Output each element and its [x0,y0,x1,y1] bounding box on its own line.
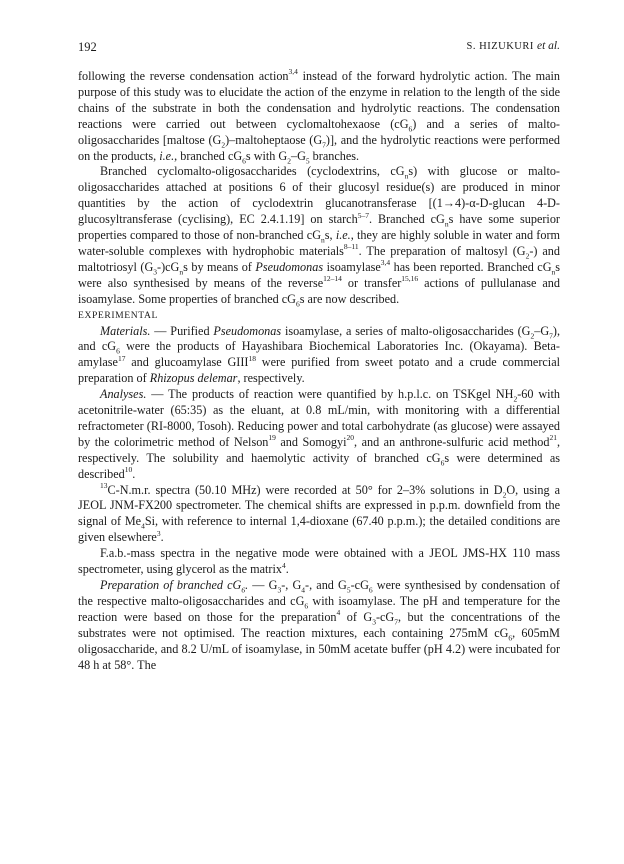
paragraph-fab-mass: F.a.b.-mass spectra in the negative mode were obtained with a JEOL JMS-HX 110 mass spectrometer, using glycerol as the matrix$^4$. [78,546,560,577]
article-body [78,69,560,673]
paragraph-nmr: $^{13}$C-N.m.r. spectra (50.10 MHz) were recorded at 50° for 2–3% solutions in $D_2O$, using a JEOL JNM-FX200 spectrometer. The chemical shifts are expressed in p.p.m. downfield from the signal of $Me_4Si$, with reference to internal 1,4-dioxane (67.40 p.p.m.); the detailed conditions are given elsewhere$^3$. [78,481,561,545]
section-heading: EXPERIMENTAL [78,309,158,321]
running-head [467,40,560,52]
running-etal: et al. [537,40,560,52]
paragraph-materials: Materials. — Purified Pseudomonas isoamylase, a series of malto-oligosaccharides $(G_2-G_7)$, and $cG_6$ were the products of Hayashibara Biochemical Laboratories Inc. (Okayama). Beta-amylase$^{17}$ and glucoamylase GIII$^{18}$ were purified from sweet potato and a crude commercial preparation of Rhizopus delemar, respectively. [78,323,560,386]
paragraph-preparation: Preparation of branched $cG_6$. — $G_3-$, $G_4-$, and $G_5-cG_6$ were synthesised by condensation of the respective malto-oligosaccharides and $cG_6$ with isoamylase. The pH and temperature for the reaction were based on those for the preparation$^4$ of $G_3-cG_7$, but the concentrations of the substrates were not optimised. The reaction mixtures, each containing 275mM $cG_6$, 605mM oligosaccharide, and 8.2 U/mL of isoamylase, in 50mM acetate buffer (pH 4.2) were incubated for 48 h at 58°. The [78,578,560,672]
paragraph-analyses: Analyses. — The products of reaction were quantified by h.p.l.c. on TSKgel $NH_2-60$ with acetonitrile-water (65:35) as the eluant, at 0.8 mL/min, with monitoring with a differential refractometer (RI-8000, Tosoh). Reducing power and total carbohydrate (as glucose) were assayed by the colorimetric method of Nelson$^{19}$ and Somogyi$^{20}$, and an anthrone-sulfuric acid method$^{21}$, respectively. The solubility and haemolytic activity of branched $cG_6s$ were determined as described$^{10}$. [78,387,561,481]
paragraph-branched-cyclomalto: Branched cyclomalto-oligosaccharides (cyclodextrins, $cG_ns$) with glucose or malto-oligosaccharides attached at positions 6 of their glucosyl residue(s) are produced in minor quantities by the action of cyclodextrin glucanotransferase [(1→4)-α-D-glucan 4-D-glucosyltransferase (cyclising), EC 2.4.1.19] on starch$^{5-7}$. Branched $cG_ns$ have some superior properties compared to those of non-branched $cG_ns$, i.e., they are highly soluble in water and form water-soluble complexes with hydrophobic materials$^{8-11}$. The preparation of maltosyl $(G_2-)$ and maltotriosyl $(G_3-)cG_ns$ by means of Pseudomonas isoamylase$^{3,4}$ has been reported. Branched $cG_ns$ were also synthesised by means of the reverse$^{12-14}$ or transfer$^{15,16}$ actions of pullulanase and isoamylase. Some properties of branched $cG_6s$ are now described. [78,164,561,309]
page-number: 192 [78,40,97,54]
paragraph-intro-continued: following the reverse condensation action$^{3,4}$ instead of the forward hydrolytic action. The main purpose of this study was to elucidate the action of the enzyme in relation to the length of the side chains of the substrate in both the condensation and hydrolytic reactions. The condensation reactions were carried out between cyclomaltohexaose $(cG_6)$ and a series of malto-oligosaccharides [maltose $(G_2)$–maltoheptaose $(G_7)$], and the hydrolytic reactions were performed on the products, i.e., branched $cG_6s$ with $G_2-G_5$ branches. [78,67,561,165]
running-author: S. HIZUKURI [466,41,534,52]
page-header [78,40,560,56]
